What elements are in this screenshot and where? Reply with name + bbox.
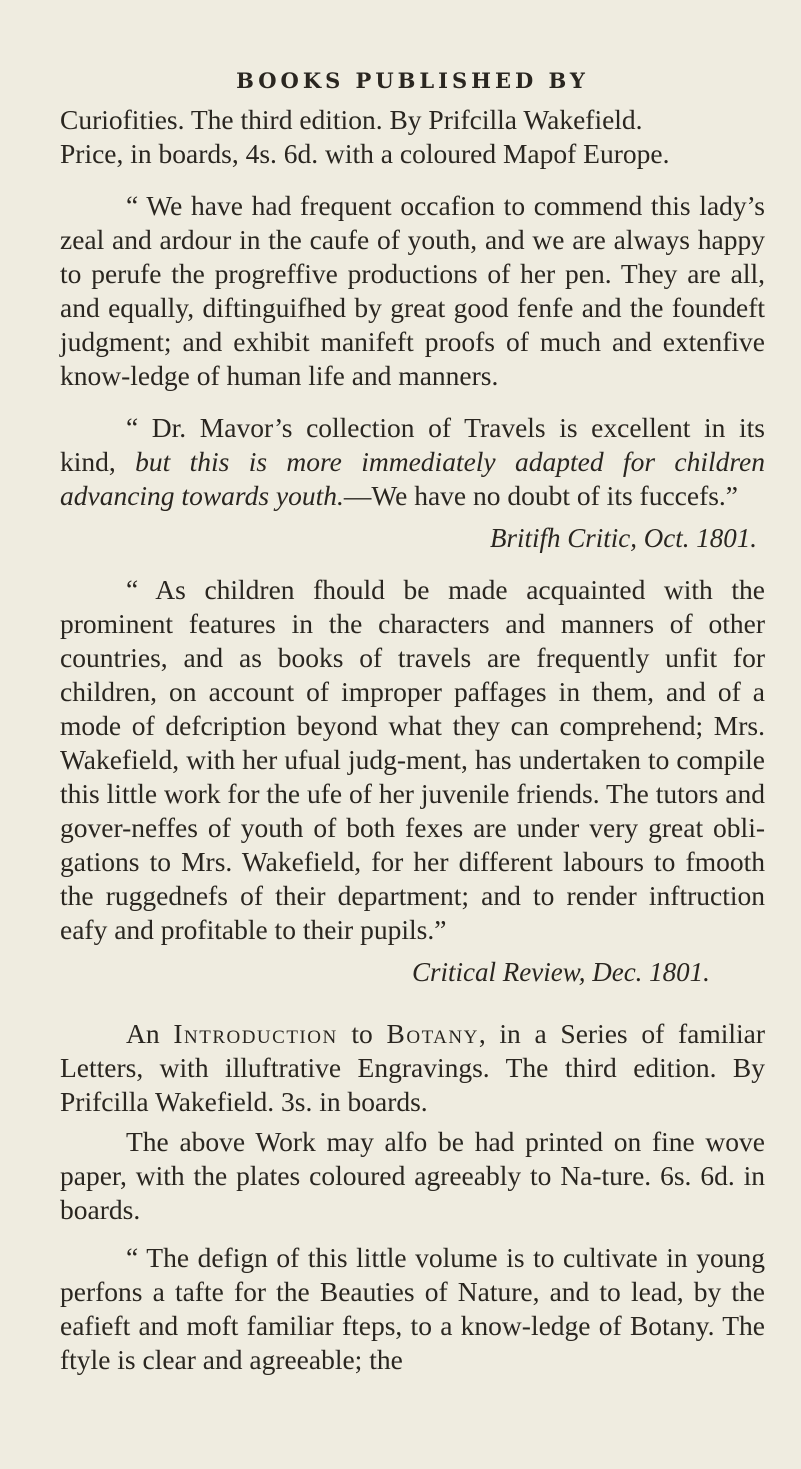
book2-entry [60, 1017, 765, 1119]
review2-paragraph [60, 411, 765, 513]
review3-paragraph: “ As children fhould be made acquainted with the prominent features in the characters and manners of other countries, and as books of travels are frequently unfit for children, on account of improper paffages in them, and of a mode of defcription beyond what they can comprehend; Mrs. Wakefield, with her ufual judg-ment, has undertaken to compile this little work for the ufe of her juvenile friends. The tutors and gover-neffes of youth of both fexes are under very great obli-gations to Mrs. Wakefield, for her different labours to fmooth the ruggednefs of their department; and to render inftruction eafy and profitable to their pupils.” [60, 574, 765, 945]
book2-rest: , in a Series of familiar Letters, with illuftrative Engravings. The third edition. By Prifcilla Wakefield. 3s. in boards. [60, 1018, 765, 1117]
book2-note: The above Work may alfo be had printed on fine wove paper, with the plates coloured agreeably to Na-ture. 6s. 6d. in boards. [60, 1126, 765, 1225]
book1-title-line: Curiofities. The third edition. By Prifcilla Wakefield. [60, 104, 643, 135]
review4-paragraph: “ The defign of this little volume is to cultivate in young perfons a tafte for the Beauties of Nature, and to lead, by the eafieft and moft familiar fteps, to a know-ledge of Botany. The ftyle is clear and agreeable; the [60, 1242, 765, 1375]
book2-title: Introduction [173, 1018, 338, 1049]
review2-outro: —We have no doubt of its fuccefs.” [343, 480, 739, 511]
book2-mid: to [337, 1018, 387, 1049]
review2-italic: but this is more immediately adapted for children advancing towards youth. [60, 446, 765, 511]
page-header: BOOKS PUBLISHED BY [236, 68, 589, 93]
book1-price-line: Price, in boards, 4s. 6d. with a coloured Mapof Europe. [60, 138, 670, 169]
review2-intro: “ Dr. Mavor’s collection of Travels is excellent in its kind, [60, 412, 765, 477]
book2-subject: Botany [386, 1018, 479, 1049]
book2-prefix: An [126, 1018, 174, 1049]
review1-paragraph: “ We have had frequent occafion to commend this lady’s zeal and ardour in the caufe of youth, and we are always happy to perufe the progreffive productions of her pen. They are all, and equally, diftinguifhed by great good fenfe and the foundeft judgment; and exhibit manifeft proofs of much and extenfive know-ledge of human life and manners. [60, 190, 765, 391]
signature-british-critic: Britifh Critic, Oct. 1801. [490, 523, 757, 553]
signature-critical-review: Critical Review, Dec. 1801. [412, 957, 710, 987]
